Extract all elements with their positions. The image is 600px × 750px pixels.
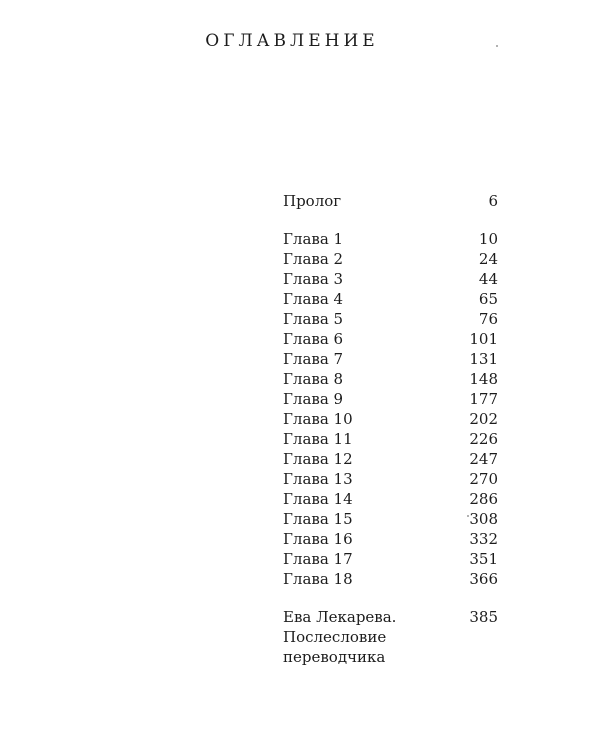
toc-entry-prologue — [283, 191, 498, 211]
toc-entry-chapter — [283, 309, 498, 329]
toc-entry-page: 366 — [469, 570, 498, 588]
toc-entry-page: 202 — [469, 410, 498, 428]
toc-entry-chapter — [283, 329, 498, 349]
afterword-label-line: Послесловие — [283, 628, 387, 646]
toc-entry-label: Пролог — [283, 192, 342, 210]
toc-entry-afterword — [283, 607, 498, 667]
toc-entry-page: 270 — [469, 470, 498, 488]
afterword-label-line: Ева Лекарева. — [283, 608, 397, 626]
chapter-list — [283, 229, 498, 589]
toc-entry-label: Глава 10 — [283, 410, 353, 428]
toc-entry-chapter — [283, 349, 498, 369]
toc-entry-page: 24 — [478, 250, 498, 268]
toc-entry-page: 332 — [469, 530, 498, 548]
table-of-contents — [283, 191, 498, 667]
toc-entry-page: 177 — [469, 390, 498, 408]
toc-entry-label: Глава 15 — [283, 510, 353, 528]
scan-speck — [467, 515, 469, 517]
toc-entry-page: 308 — [469, 510, 498, 528]
toc-entry-label: Глава 5 — [283, 310, 344, 328]
toc-entry-page: 131 — [469, 350, 498, 368]
toc-entry-chapter — [283, 229, 498, 249]
toc-entry-label: Глава 18 — [283, 570, 353, 588]
toc-entry-label: Глава 1 — [283, 230, 344, 248]
toc-entry-page: 286 — [469, 490, 498, 508]
toc-entry-page: 247 — [469, 450, 498, 468]
toc-entry-page: 6 — [488, 192, 498, 210]
toc-entry-label: Глава 13 — [283, 470, 353, 488]
afterword-label-line: переводчика — [283, 648, 386, 666]
toc-entry-chapter — [283, 509, 498, 529]
toc-entry-chapter — [283, 469, 498, 489]
toc-entry-label: Глава 4 — [283, 290, 344, 308]
toc-entry-page: 65 — [478, 290, 498, 308]
toc-entry-page: 101 — [469, 330, 498, 348]
scan-speck — [496, 45, 498, 47]
toc-entry-chapter — [283, 449, 498, 469]
toc-entry-chapter — [283, 529, 498, 549]
toc-entry-label: Глава 8 — [283, 370, 344, 388]
toc-entry-label: Глава 6 — [283, 330, 344, 348]
toc-entry-page: 385 — [469, 608, 498, 626]
toc-entry-chapter — [283, 549, 498, 569]
toc-entry-page: 44 — [478, 270, 498, 288]
toc-entry-chapter — [283, 429, 498, 449]
toc-entry-label: Глава 7 — [283, 350, 344, 368]
toc-entry-label: Глава 9 — [283, 390, 344, 408]
toc-entry-label: Глава 3 — [283, 270, 344, 288]
toc-entry-label: Глава 14 — [283, 490, 353, 508]
toc-entry-label: Глава 11 — [283, 430, 353, 448]
toc-entry-chapter — [283, 249, 498, 269]
toc-entry-page: 351 — [469, 550, 498, 568]
toc-entry-label: Глава 17 — [283, 550, 353, 568]
toc-entry-page: 76 — [478, 310, 498, 328]
toc-entry-chapter — [283, 569, 498, 589]
toc-entry-label: Глава 2 — [283, 250, 344, 268]
toc-entry-chapter — [283, 369, 498, 389]
toc-entry-chapter — [283, 409, 498, 429]
toc-entry-chapter — [283, 269, 498, 289]
toc-entry-page: 226 — [469, 430, 498, 448]
toc-entry-chapter — [283, 389, 498, 409]
toc-entry-chapter — [283, 489, 498, 509]
toc-entry-label — [283, 607, 396, 667]
page-title: ОГЛАВЛЕНИЕ — [205, 31, 379, 51]
toc-entry-page: 148 — [469, 370, 498, 388]
toc-entry-page: 10 — [478, 230, 498, 248]
toc-entry-chapter — [283, 289, 498, 309]
toc-entry-label: Глава 16 — [283, 530, 353, 548]
toc-entry-label: Глава 12 — [283, 450, 353, 468]
